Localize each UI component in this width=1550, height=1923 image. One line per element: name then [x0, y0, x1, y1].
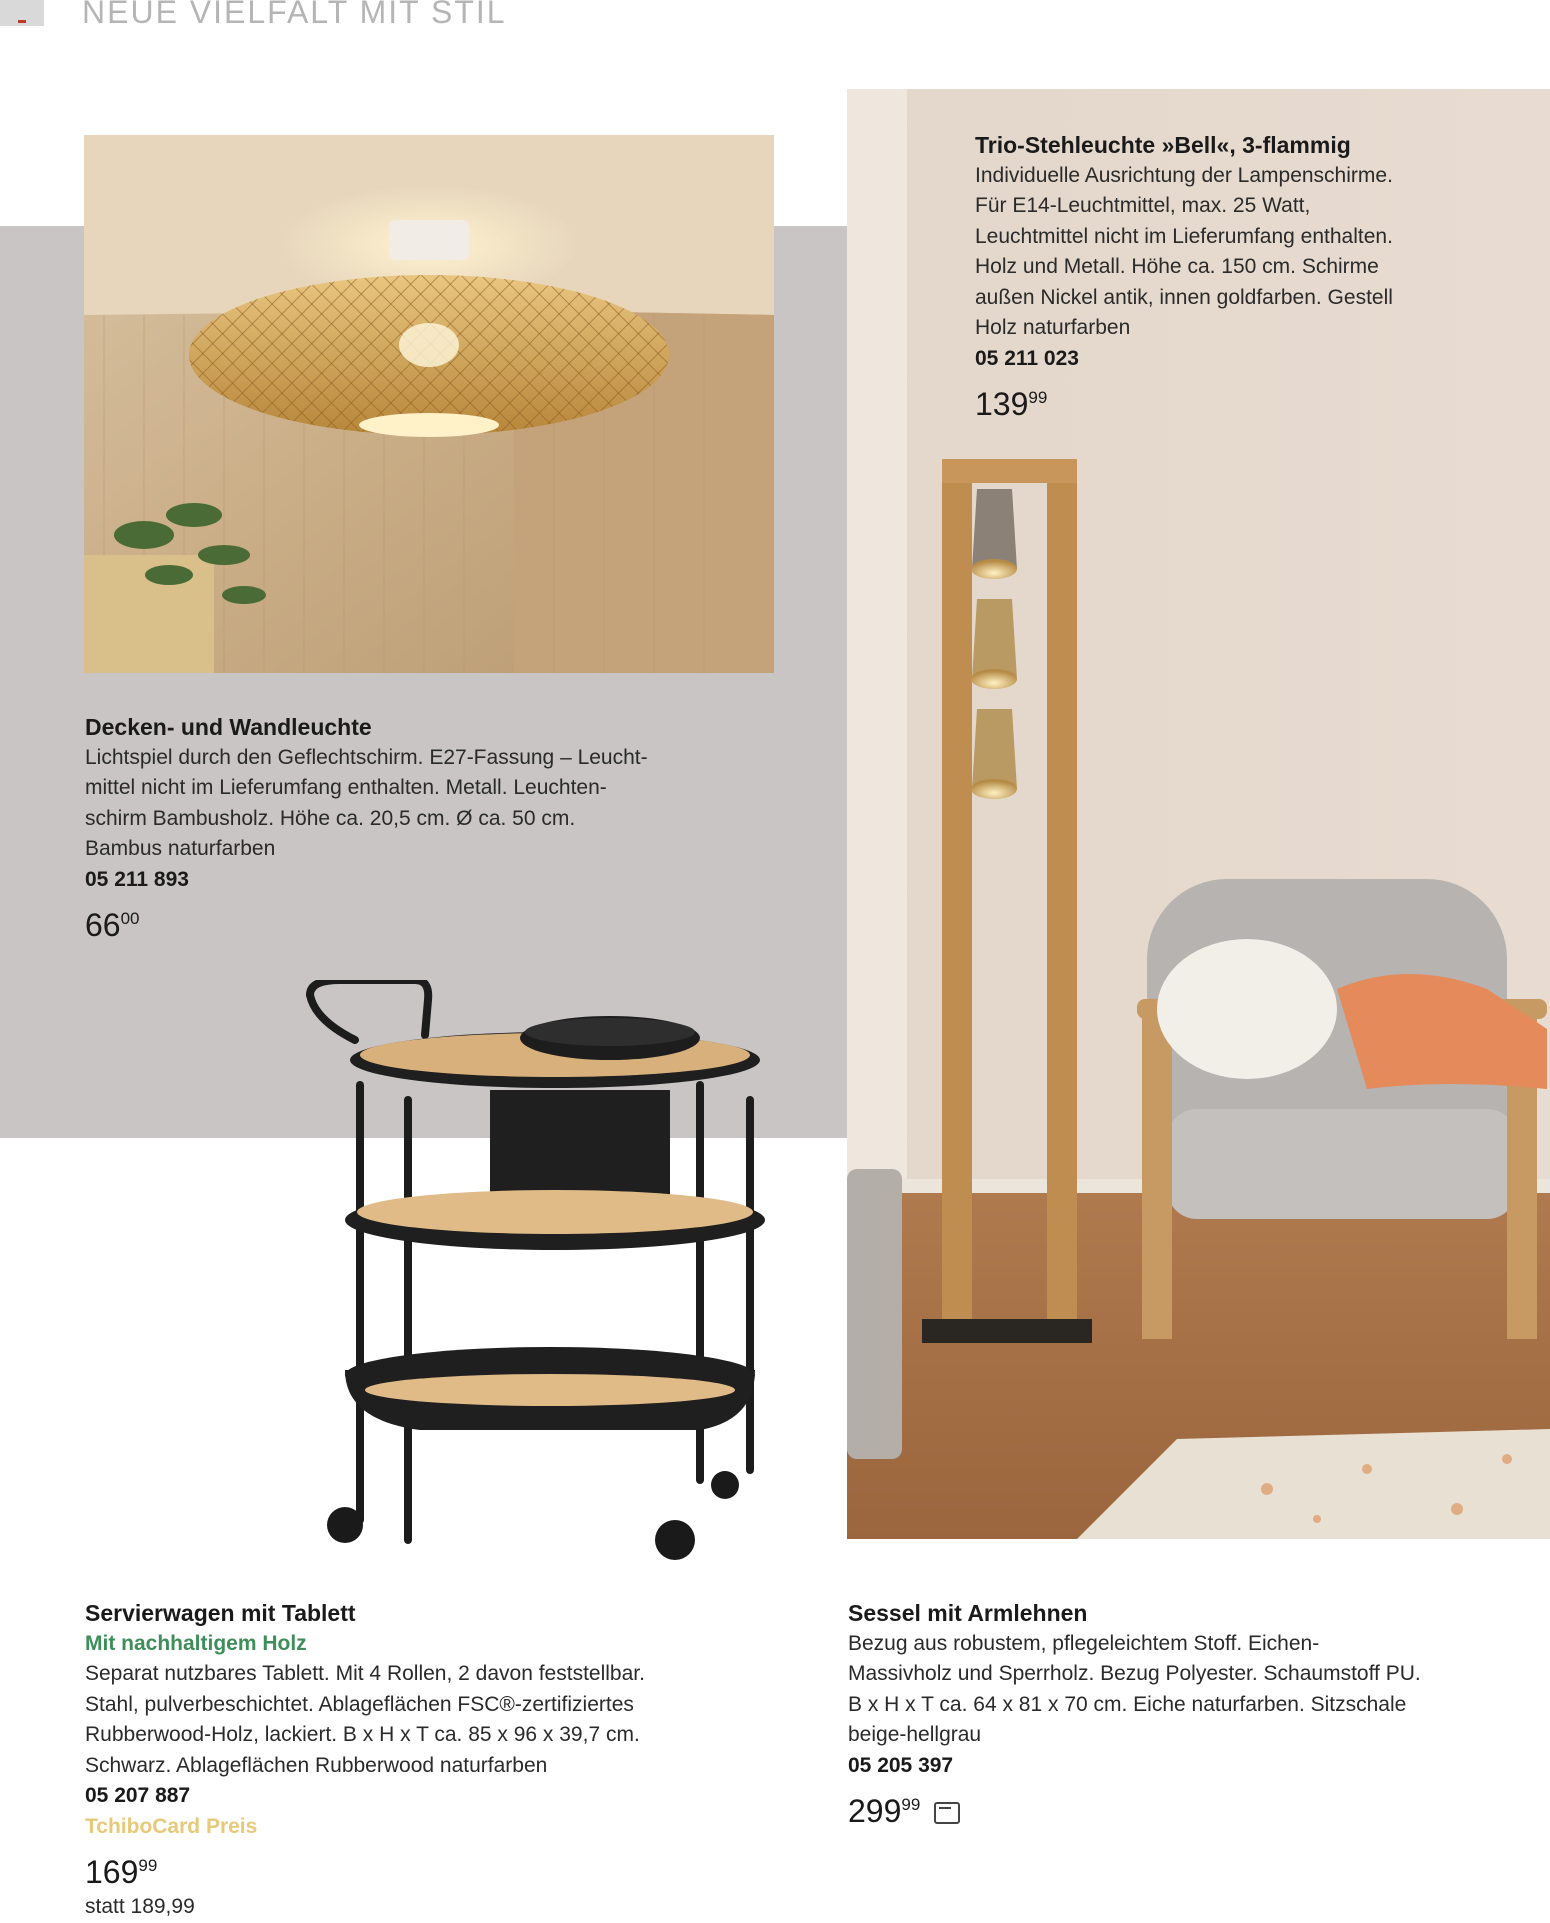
article-number: 05 207 887	[85, 1784, 191, 1807]
price-main: 66	[85, 907, 121, 943]
product-name: Servierwagen mit Tablett	[85, 1600, 356, 1626]
description-line: Bambus naturfarben	[85, 837, 276, 860]
description-line: mittel nicht im Lieferumfang enthalten. Metall. Leuchten-	[85, 776, 607, 799]
description-line: Individuelle Ausrichtung der Lampenschirme.	[975, 163, 1393, 187]
price-cents: 99	[138, 1856, 158, 1875]
product-name: Trio-Stehleuchte »Bell«, 3-flammig	[975, 132, 1351, 158]
armchair-info	[848, 1598, 1538, 1831]
description-line: Rubberwood-Holz, lackiert. B x H x T ca. 85 x 96 x 39,7 cm.	[85, 1723, 640, 1746]
description-line: außen Nickel antik, innen goldfarben. Gestell	[975, 285, 1393, 309]
price-cents: 99	[901, 1795, 921, 1814]
price-cents: 00	[120, 909, 140, 928]
price-cents: 99	[1028, 388, 1048, 407]
article-number: 05 211 023	[975, 346, 1079, 370]
page-corner-mark	[0, 0, 44, 26]
serving-cart-photo	[300, 980, 780, 1580]
page-title: NEUE VIELFALT MIT STIL	[82, 0, 507, 30]
price-main: 139	[975, 386, 1029, 422]
sustainability-tagline: Mit nachhaltigem Holz	[85, 1631, 307, 1655]
description-line: Lichtspiel durch den Geflechtschirm. E27-Fassung – Leucht-	[85, 745, 648, 769]
price	[975, 378, 1535, 424]
description-line: Leuchtmittel nicht im Lieferumfang enthalten.	[975, 224, 1393, 248]
description-line: Für E14-Leuchtmittel, max. 25 Watt,	[975, 194, 1311, 217]
tchibocard-price-label: TchiboCard Preis	[85, 1814, 258, 1838]
description-line: Schwarz. Ablageflächen Rubberwood naturfarben	[85, 1753, 548, 1777]
price-main: 169	[85, 1854, 139, 1890]
description-line: Stahl, pulverbeschichtet. Ablageflächen FSC®-zertifiziertes	[85, 1692, 634, 1716]
description-line: beige-hellgrau	[848, 1723, 982, 1746]
description-line: Separat nutzbares Tablett. Mit 4 Rollen, 2 davon feststellbar.	[85, 1662, 645, 1685]
product-name: Decken- und Wandleuchte	[85, 714, 372, 740]
shipping-box-icon	[934, 1802, 960, 1824]
description-line: Massivholz und Sperrholz. Bezug Polyester. Schaumstoff PU.	[848, 1662, 1421, 1685]
price	[85, 1846, 785, 1892]
old-price: statt 189,99	[85, 1895, 195, 1918]
serving-cart-info	[85, 1598, 785, 1923]
ceiling-lamp-photo	[84, 135, 774, 673]
ceiling-lamp-info	[85, 712, 785, 945]
description-line: Holz und Metall. Höhe ca. 150 cm. Schirme	[975, 255, 1379, 278]
description-line: schirm Bambusholz. Höhe ca. 20,5 cm. Ø ca. 50 cm.	[85, 806, 576, 830]
price	[848, 1785, 1538, 1831]
description-line: Holz naturfarben	[975, 316, 1131, 339]
price	[85, 899, 785, 945]
description-line: B x H x T ca. 64 x 81 x 70 cm. Eiche naturfarben. Sitzschale	[848, 1692, 1407, 1716]
article-number: 05 205 397	[848, 1753, 954, 1777]
description-line: Bezug aus robustem, pflegeleichtem Stoff. Eichen-	[848, 1631, 1320, 1655]
article-number: 05 211 893	[85, 867, 189, 891]
price-main: 299	[848, 1793, 902, 1829]
floor-lamp-info	[975, 130, 1535, 424]
product-name: Sessel mit Armlehnen	[848, 1600, 1088, 1626]
